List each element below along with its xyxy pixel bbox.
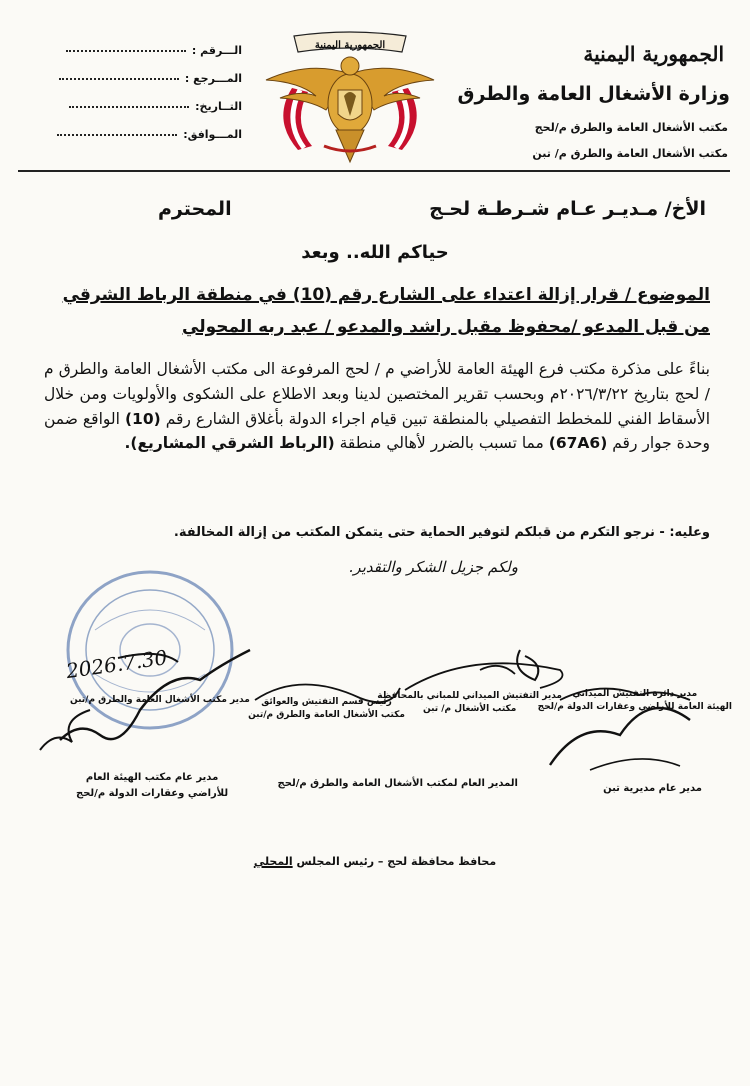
yemen-emblem bbox=[260, 30, 440, 172]
header-divider bbox=[18, 170, 730, 172]
sig-lands-authority-director: مدير عام مكتب الهيئة العام للأراضي وعقارات الدولة م/لحج bbox=[76, 772, 229, 799]
sig-tuban-district-director: مدير عام مديرية تبن bbox=[603, 783, 702, 794]
ref-reference bbox=[30, 72, 242, 85]
honorific: المحترم bbox=[158, 198, 232, 220]
republic-name: الجمهورية اليمنية bbox=[583, 42, 724, 66]
letter-body: بناءً على مذكرة مكتب فرع الهيئة العامة للأراضي م / لحج المرفوعة الى مكتب الأشغال العامة والطرق م / لحج بتاريخ ٢٠٢٦/٣/٢٢م وبحسب تقرير المختصين لدينا وبعد الاطلاع على الشكوى والأولويات ومن خلال الأسقاط الفني للمخطط التفصيلي بالمنطقة تبين قيام اجراء الدولة بأغلاق الشارع رقم (10) الواقع ضمن وحدة جوار رقم (67A6) مما تسبب بالضرر لأهالي منطقة (الرباط الشرقي المشاريع). bbox=[44, 360, 710, 453]
sig-lahj-public-works-director: المدير العام لمكتب الأشغال العامة والطرق م/لحج bbox=[277, 778, 518, 789]
subject-line-1: الموضوع / قرار إزالة اعتداء على الشارع رقم (10) في منطقة الرباط الشرقي bbox=[62, 285, 710, 305]
addressee: الأخ/ مـديـر عـام شـرطـة لحـج bbox=[429, 198, 706, 220]
emblem-scroll-text: الجمهورية اليمنية bbox=[314, 40, 386, 51]
request-line: وعليه: - نرجو التكرم من قبلكم لتوفير الحماية حتى يتمكن المكتب من إزالة المخالفة. bbox=[173, 525, 710, 540]
area-name: (الرباط الشرقي المشاريع). bbox=[124, 434, 335, 453]
greeting: حياكم الله.. وبعد bbox=[301, 242, 449, 263]
stamp-date: 2026.7.30 bbox=[64, 645, 169, 684]
ref-corresponding bbox=[30, 128, 242, 141]
ref-date-label: التــاريخ: bbox=[195, 100, 242, 113]
office-tuban: مكتب الأشغال العامة والطرق م/ تبن bbox=[532, 147, 728, 160]
ref-corresponding-field[interactable] bbox=[57, 134, 177, 136]
ref-number-label: الـــرقم : bbox=[191, 44, 242, 57]
ref-reference-field[interactable] bbox=[59, 78, 179, 80]
sig-building-inspection-director: مدير التفتيش الميداني للمباني بالمحافظة مكتب الأشغال م/ تبن bbox=[377, 691, 562, 714]
sig-field-inspection-director: مدير دائرة التفتيش الميداني الهيئة العامة للأراضي وعقارات الدولة م/لحج bbox=[537, 689, 732, 712]
unit-number: (67A6) bbox=[548, 434, 608, 453]
ref-date bbox=[30, 100, 242, 113]
signatures-stamp bbox=[0, 570, 750, 900]
subject-line-2: من قبل المدعو /محفوظ مقبل راشد والمدعو / عبد ربه المحولي bbox=[182, 317, 710, 337]
governor-title: محافظ محافظة لحج – رئيس المجلس المحلي bbox=[253, 855, 497, 868]
ref-corresponding-label: المـــوافق: bbox=[183, 128, 242, 141]
sig-inspection-section-head: رئيس قسم التفتيش والعوائق مكتب الأشغال العامة والطرق م/تبن bbox=[248, 697, 405, 720]
street-number: (10) bbox=[124, 409, 161, 428]
ministry-name: وزارة الأشغال العامة والطرق bbox=[457, 83, 730, 105]
ref-date-field[interactable] bbox=[69, 106, 189, 108]
ref-reference-label: المـــرجع : bbox=[184, 72, 242, 85]
thanks-line: ولكم جزيل الشكر والتقدير. bbox=[348, 558, 518, 576]
sig-tuban-office-director: مدير مكتب الأشغال العامة والطرق م/تبن bbox=[70, 695, 250, 705]
office-lahj: مكتب الأشغال العامة والطرق م/لحج bbox=[534, 121, 728, 134]
ref-number bbox=[30, 44, 242, 57]
ref-number-field[interactable] bbox=[66, 50, 186, 52]
